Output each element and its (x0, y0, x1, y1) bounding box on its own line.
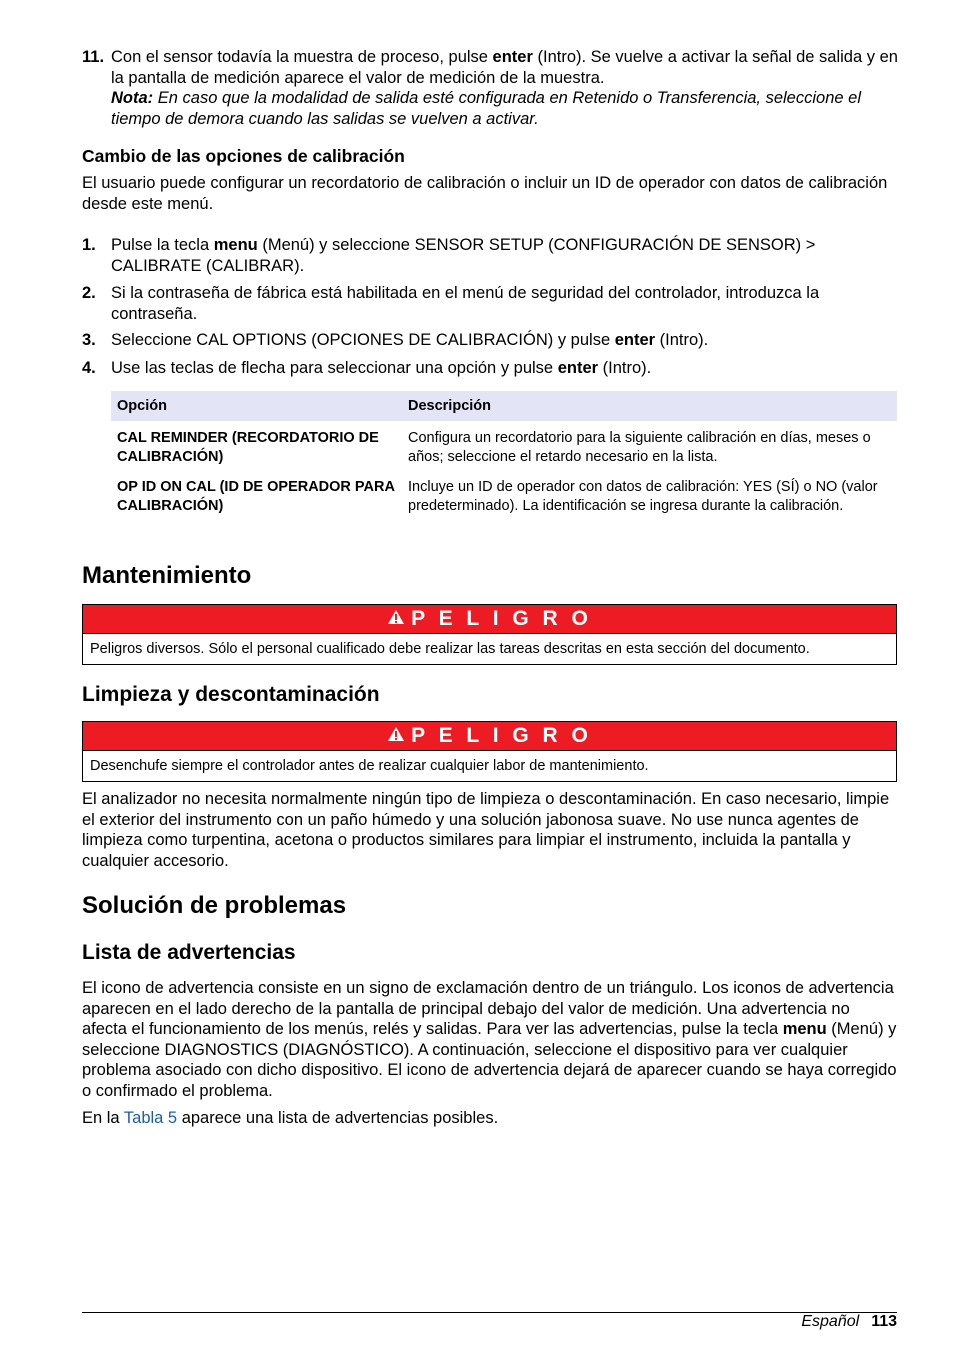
option-cell: CAL REMINDER (RECORDATORIO DE CALIBRACIÓN) (117, 430, 379, 465)
table-header-row (111, 391, 897, 421)
warning-triangle-icon (387, 722, 405, 750)
table-reference: En la Tabla 5 aparece una lista de advertencias posibles. (82, 1109, 499, 1127)
warning-triangle-icon (387, 605, 405, 633)
danger-label: P E L I G R O (411, 607, 592, 630)
cal-step-1: Pulse la tecla menu (Menú) y seleccione SENSOR SETUP (CONFIGURACIÓN DE SENSOR) > CALIBRATE (CALIBRAR). (111, 236, 816, 275)
table-row (111, 421, 897, 470)
warnings-list-heading: Lista de advertencias (82, 941, 296, 964)
column-header-description: Descripción (402, 391, 897, 421)
warnings-body: El icono de advertencia consiste en un signo de exclamación dentro de un triángulo. Los iconos de advertencia aparecen en el lado derecho de la pantalla de principal debajo del valor de medición. Una advertencia no afecta el funcionamiento de los menús, relés y salidas. Para ver las advertencias, pulse la tecla menu (Menú) y seleccione DIAGNOSTICS (DIAGNÓSTICO). A continuación, seleccione el dispositivo para ver cualquier problema asociado con dicho dispositivo. El icono de advertencia dejará de aparecer cuando se haya corregido o confirmado el problema. (82, 979, 897, 1100)
step-number: 11. (82, 48, 105, 66)
step-11-text: Con el sensor todavía la muestra de proceso, pulse enter (Intro). Se vuelve a activar la señal de salida y en la pantalla de medición aparece el valor de medición de la muestra. (111, 48, 898, 87)
danger-text: Desenchufe siempre el controlador antes de realizar cualquier labor de mantenimiento. (83, 750, 896, 781)
danger-text: Peligros diversos. Sólo el personal cualificado debe realizar las tareas descritas en esta sección del documento. (83, 633, 896, 664)
maintenance-heading: Mantenimiento (82, 562, 252, 589)
footer-language: Español (801, 1313, 860, 1330)
step-number: 1. (82, 236, 96, 254)
description-cell: Incluye un ID de operador con datos de calibración: YES (SÍ) o NO (valor predeterminado). La identificación se ingresa durante la calibración. (408, 479, 878, 514)
column-header-option: Opción (111, 391, 402, 421)
danger-box (82, 721, 897, 782)
footer-divider (82, 1312, 897, 1313)
table-row (111, 470, 897, 519)
page-footer (801, 1312, 897, 1332)
cal-options-intro: El usuario puede configurar un recordatorio de calibración o incluir un ID de operador con datos de calibración desde este menú. (82, 174, 888, 213)
cal-step-2: Si la contraseña de fábrica está habilitada en el menú de seguridad del controlador, introduzca la contraseña. (111, 284, 820, 323)
options-table (111, 391, 897, 519)
step-number: 4. (82, 359, 96, 377)
step-number: 3. (82, 331, 96, 349)
step-number: 2. (82, 284, 96, 302)
danger-banner (83, 722, 896, 750)
table-5-link[interactable]: Tabla 5 (123, 1109, 178, 1127)
cal-step-3: Seleccione CAL OPTIONS (OPCIONES DE CALIBRACIÓN) y pulse enter (Intro). (111, 331, 709, 349)
danger-banner (83, 605, 896, 633)
page-number: 113 (871, 1313, 897, 1330)
step-11-note: Nota: En caso que la modalidad de salida esté configurada en Retenido o Transferencia, seleccione el tiempo de demora cuando las salidas se vuelven a activar. (111, 89, 861, 128)
troubleshooting-heading: Solución de problemas (82, 892, 347, 919)
cleaning-heading: Limpieza y descontaminación (82, 683, 380, 706)
description-cell: Configura un recordatorio para la siguiente calibración en días, meses o años; seleccione el retardo necesario en la lista. (408, 430, 871, 465)
danger-label: P E L I G R O (411, 724, 592, 747)
cleaning-body: El analizador no necesita normalmente ningún tipo de limpieza o descontaminación. En caso necesario, limpie el exterior del instrumento con un paño húmedo y una solución jabonosa suave. No use nunca agentes de limpieza como turpentina, acetona o productos similares para limpiar el instrumento, incluida la pantalla y cualquier accesorio. (82, 790, 890, 870)
danger-box (82, 604, 897, 665)
note-label: Nota: (111, 89, 154, 107)
cal-options-heading: Cambio de las opciones de calibración (82, 146, 405, 166)
cal-step-4: Use las teclas de flecha para seleccionar una opción y pulse enter (Intro). (111, 359, 652, 377)
option-cell: OP ID ON CAL (ID DE OPERADOR PARA CALIBRACIÓN) (117, 479, 395, 514)
